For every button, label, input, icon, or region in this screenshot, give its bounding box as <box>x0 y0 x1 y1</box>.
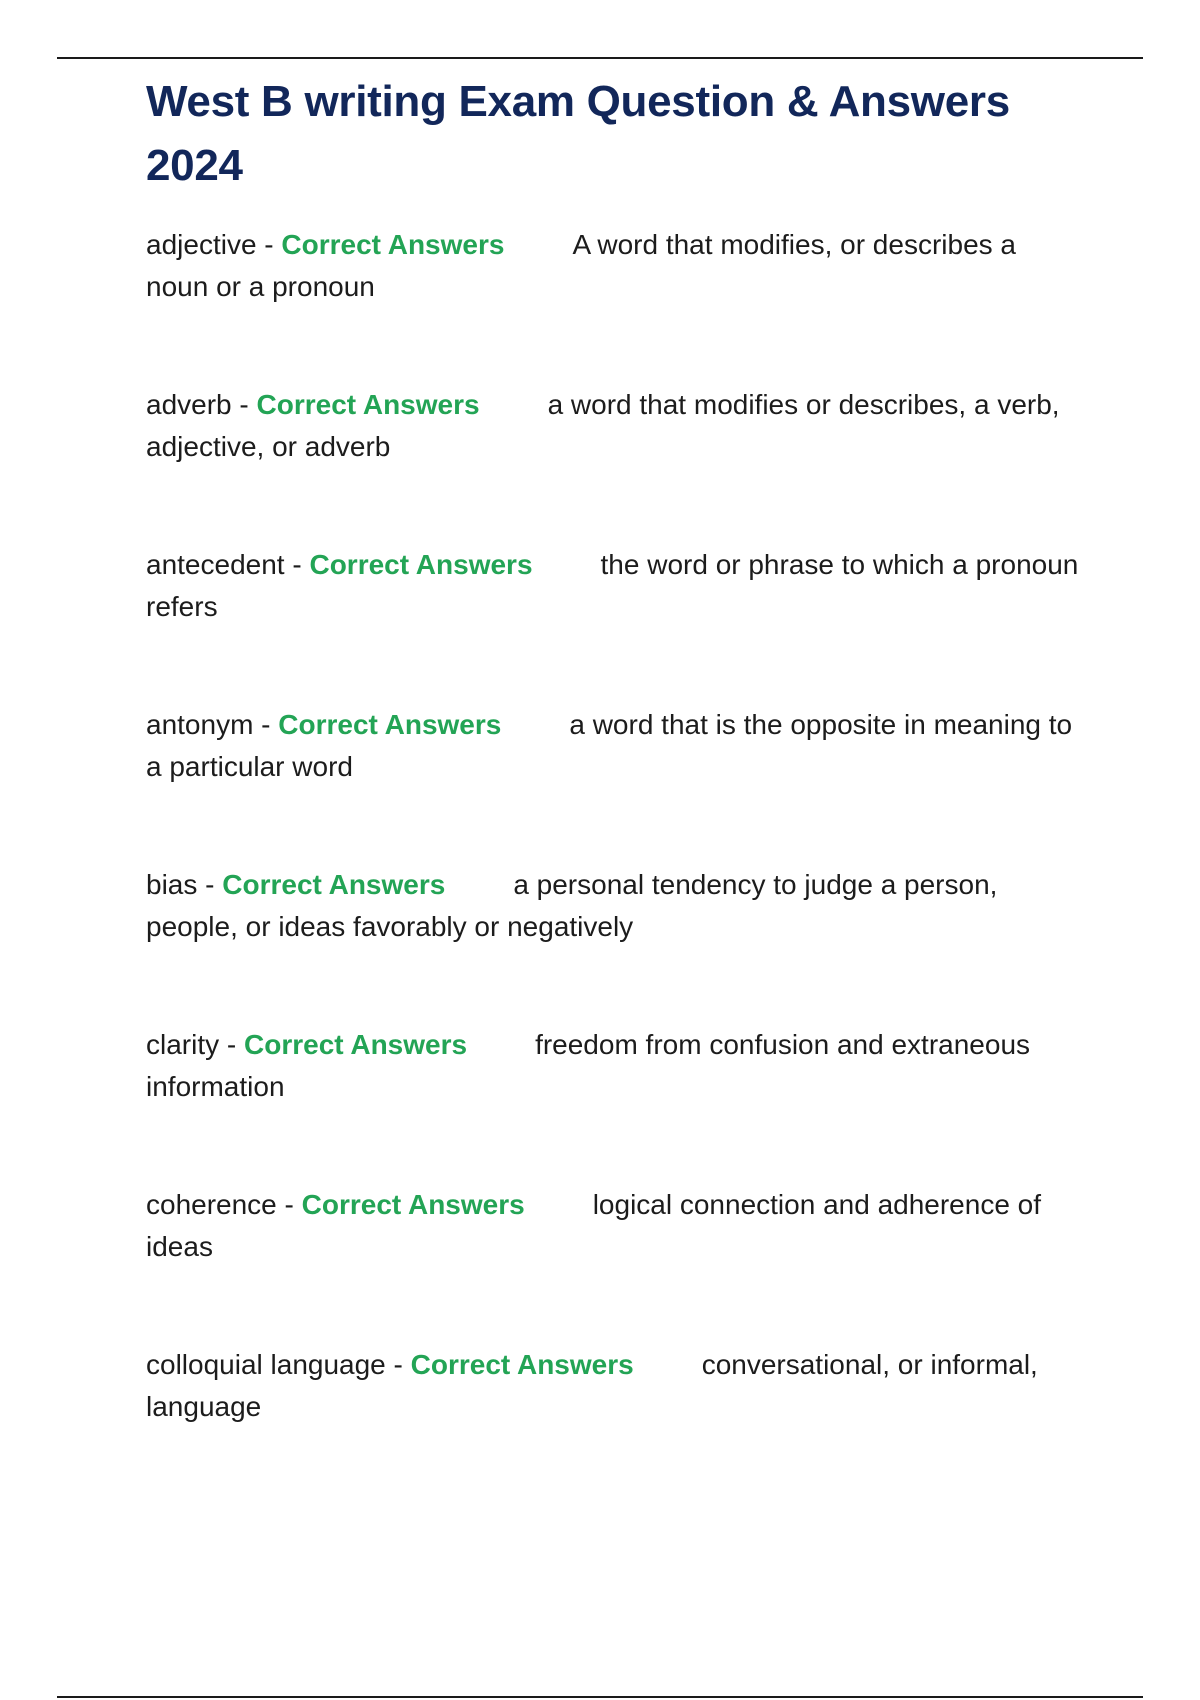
entry-definition: conversational, or informal, language <box>146 1349 1038 1422</box>
qa-entry-adverb <box>146 384 1086 544</box>
entry-separator: - <box>219 1029 245 1060</box>
qa-entry-antonym <box>146 704 1086 864</box>
entry-definition: a word that modifies or describes, a verb, adjective, or adverb <box>146 389 1060 462</box>
entry-definition: A word that modifies, or describes a noun or a pronoun <box>146 229 1016 302</box>
entry-term: clarity <box>146 1029 220 1060</box>
entry-separator: - <box>253 709 279 740</box>
entry-term: coherence <box>146 1189 277 1220</box>
correct-answers-label: Correct Answers <box>244 1029 468 1060</box>
document-body <box>146 70 1086 1504</box>
entry-separator: - <box>284 549 310 580</box>
qa-entry-antecedent <box>146 544 1086 704</box>
entry-definition: logical connection and adherence of ideas <box>146 1189 1042 1262</box>
entry-term: bias <box>146 869 198 900</box>
entry-separator: - <box>231 389 257 420</box>
top-rule <box>57 57 1143 59</box>
entry-definition: the word or phrase to which a pronoun refers <box>146 549 1079 622</box>
entry-term: adverb <box>146 389 232 420</box>
entry-term: antecedent <box>146 549 285 580</box>
entry-definition: freedom from confusion and extraneous information <box>146 1029 1031 1102</box>
entry-separator: - <box>197 869 223 900</box>
qa-entry-coherence <box>146 1184 1086 1344</box>
correct-answers-label: Correct Answers <box>222 869 446 900</box>
bottom-rule <box>57 1696 1143 1698</box>
qa-entry-bias <box>146 864 1086 1024</box>
correct-answers-label: Correct Answers <box>309 549 533 580</box>
entry-definition: a word that is the opposite in meaning to a particular word <box>146 709 1073 782</box>
entry-definition: a personal tendency to judge a person, people, or ideas favorably or negatively <box>146 869 998 942</box>
correct-answers-label: Correct Answers <box>281 229 505 260</box>
qa-entry-clarity <box>146 1024 1086 1184</box>
entry-separator: - <box>276 1189 302 1220</box>
correct-answers-label: Correct Answers <box>256 389 480 420</box>
document-title: West B writing Exam Question & Answers 2024 <box>146 77 1010 190</box>
qa-entry-colloquial-language <box>146 1344 1086 1504</box>
qa-entry-adjective <box>146 224 1086 384</box>
correct-answers-label: Correct Answers <box>410 1349 634 1380</box>
entry-term: adjective <box>146 229 257 260</box>
entry-separator: - <box>256 229 282 260</box>
entry-term: colloquial language <box>146 1349 386 1380</box>
correct-answers-label: Correct Answers <box>278 709 502 740</box>
qa-list <box>146 224 1086 1504</box>
correct-answers-label: Correct Answers <box>301 1189 525 1220</box>
entry-term: antonym <box>146 709 254 740</box>
entry-separator: - <box>385 1349 411 1380</box>
